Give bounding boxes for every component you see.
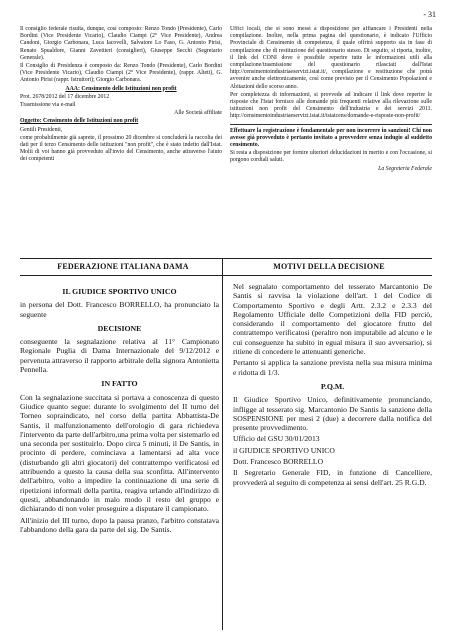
body-paragraph: Uffici locali, che si sono messi a disposizione per affiancare i Presidenti nella compilazione. Inoltre, nella prima pagina del questionario, è indicato l'Ufficio Provinciale di Censimento di competenza, il quale offrirà supporto sia in fase di compilazione che di restituzione del questionario stesso. Di seguito, si riporta, inoltre, il link del CONI dove è possibile reperire tutte le informazioni utili alla compilazione/trasmissione del questionario rilasciati dall'Istat http://censimentoindustriaeservizi.istat.it/, compilazione e restituzione che potrà avvenire anche elettronicamente, così come previsto per il Censimento Popolazioni e Abitazioni dello scorso anno.: [230, 26, 432, 90]
greeting: Gentili Presidenti,: [20, 126, 63, 133]
body-paragraph: Il Segretario Generale FID, in funzione di Cancelliere, provvederà al seguito di competenza ai sensi dell'art. 25 R.G.D.: [233, 468, 432, 487]
registration-notice: Effettuare la registrazione è fondamentale per non incorrere in sanzioni! Chi non avesse già provveduto è pertanto invitato a provvedere senza indugio al suddetto censimento.: [230, 127, 432, 149]
signature: La Segreteria Federale: [378, 165, 432, 172]
page-number: - 31: [423, 10, 436, 19]
facts-heading: IN FATTO: [101, 379, 138, 389]
body-paragraph: All'inizio del III turno, dopo la pausa pranzo, l'arbitro constatava l'abbandono della gara da parte del sig. De Santis.: [20, 515, 219, 534]
divider: [20, 258, 432, 259]
transmission: Trasmissione via e-mail: [20, 102, 76, 109]
judge-name: Dott. Francesco BORRELLO: [233, 457, 324, 467]
top-left-column: [20, 26, 222, 258]
header-federation: FEDERAZIONE ITALIANA DAMA: [57, 262, 189, 271]
pqm-heading: P.Q.M.: [320, 381, 345, 391]
body-paragraph: in persona del Dott. Francesco BORRELLO, ha pronunciato la seguente: [20, 300, 219, 319]
top-section: [20, 26, 432, 258]
body-paragraph: Il Giudice Sportivo Unico, definitivamente pronunciando, infligge al tesserato sig. Marcantonio De Santis la sanzione della SOSPENSIONE per mesi 2 (due) a decorrere dalla notifica del presente provvedimento.: [233, 395, 432, 433]
decision-section: [20, 282, 432, 536]
decision-heading: DECISIONE: [97, 323, 142, 333]
judge-signature-title: il GIUDICE SPORTIVO UNICO: [233, 445, 335, 455]
presidency-composition: Il Consiglio di Presidenza è composto da: Renzo Tondo (Presidente), Carlo Bordini (Vice Presidente Vicario), Claudio Ciampi (2° Vice Presidente), (rappr. Alteti), G. Antonio Pirisi (rappr. Istruttori); Giorgio Carbonara.: [20, 63, 222, 84]
column-headers: [20, 262, 432, 271]
subject: Oggetto: Censimento delle Istituzioni non profit: [20, 118, 139, 125]
body-paragraph: Nel segnalato comportamento del tesserato Marcantonio De Santis si ravvisa la violazione dell'art. 1 del Codice di Comportamento Sportivo e degli Artt. 2.3.2 e 2.3.3 del Regolamento Ufficiale delle Competizioni della FID perciò, considerando il comportamento del giocatore frutto del contrattempo verificatosi (peraltro non imputabile ad alcuno e le cui conseguenze ha subito in egual misura il suo avversario), si ritiene di concedere le attenuanti generiche.: [233, 282, 432, 357]
body-paragraph: Pertanto si applica la sanzione prevista nella sua misura minima e ridotta di 1/3.: [233, 358, 432, 377]
decision-right-column: [233, 282, 432, 536]
divider: [20, 275, 432, 276]
section-heading: AAA: Censimento delle Istituzioni non profit: [65, 85, 177, 92]
protocol: Prot. 2678/2012 del 17 dicembre 2012: [20, 93, 110, 100]
council-composition: Il consiglio federale risulta, dunque, così composto: Renzo Tondo (Presidente), Carlo Bordini (Vice Presidente Vicario), Claudio Ciampi (2° Vice Presidente), Andrea Candoni, Giorgio Carbonara, Luca Iacovelli, Salvatore Lo Faso, G. Antonio Pirisi, Renato Spualdore, Gianni Zavettieri (consiglieri), Giuseppe Secchi (Segretario Generale).: [20, 26, 222, 61]
office-date: Ufficio del GSU 30/01/2013: [233, 434, 320, 444]
closing-paragraph: Si resta a disposizione per fornire ulteriori delucidazioni in merito e con l'occasione, si porgono cordiali saluti.: [230, 150, 432, 164]
recipients: Alle Società affiliate: [174, 110, 222, 117]
body-paragraph: come probabilmente già saprete, il prossimo 20 dicembre si concluderà la raccolta dei dati per il terzo Censimento delle istituzioni "non profit", che è stato indetto dall'Istat. Molti di voi hanno già provveduto all'invio del Censimento, anche attraverso l'aiuto dei competenti: [20, 134, 222, 163]
body-paragraph: Per completezza di informazioni, si provvede ad indicare il link dove reperire le risposte che l'Istat fornisce alle domande più frequenti relative alla rilevazione sulle istituzioni non profit del Censimento dell'industria e dei servizi 2011. http://censimentoindustriaeservizi.istat.it/istatcens/domande-e-risposte-non-profit/: [230, 91, 432, 120]
divider: [230, 124, 432, 125]
top-right-column: [230, 26, 432, 258]
decision-left-column: [20, 282, 219, 536]
header-reasons: MOTIVI DELLA DECISIONE: [273, 262, 385, 271]
body-paragraph: conseguente la segnalazione relativa al 11° Campionato Regionale Puglia di Dama Internazionale del 9/12/2012 e pervenuta attraverso il rapporto arbitrale della signora Antonietta Pennella.: [20, 337, 219, 375]
body-paragraph: Con la segnalazione succitata si portava a conoscenza di questo Giudice quanto segue: durante lo svolgimento del II turno del Torneo sopraindicato, nel corso della partita Abbattista-De Santis, il malfunzionamento dell'orologio di gara richiedeva l'intervento da parte dell'arbitro,una prima volta per sistemarlo ed una seconda per sostituirlo. Dopo circa 5 minuti, il De Santis, in procinto di perdere, cominciava a lamentarsi ad alta voce (disturbando gli altri giocatori) del contrattempo verificatosi ed attribuendo a questo la causa della sua sconfitta. All'intervento dell'arbitro, volto a impedire la continuazione di una serie di ripetizioni informali della partita, reagiva urlando all'indirizzo di questi, abbandonando in malo modo il resto del gruppo e dichiarando di non voler proseguire a disputare il campionato.: [20, 392, 219, 514]
judge-title: IL GIUDICE SPORTIVO UNICO: [62, 287, 177, 296]
